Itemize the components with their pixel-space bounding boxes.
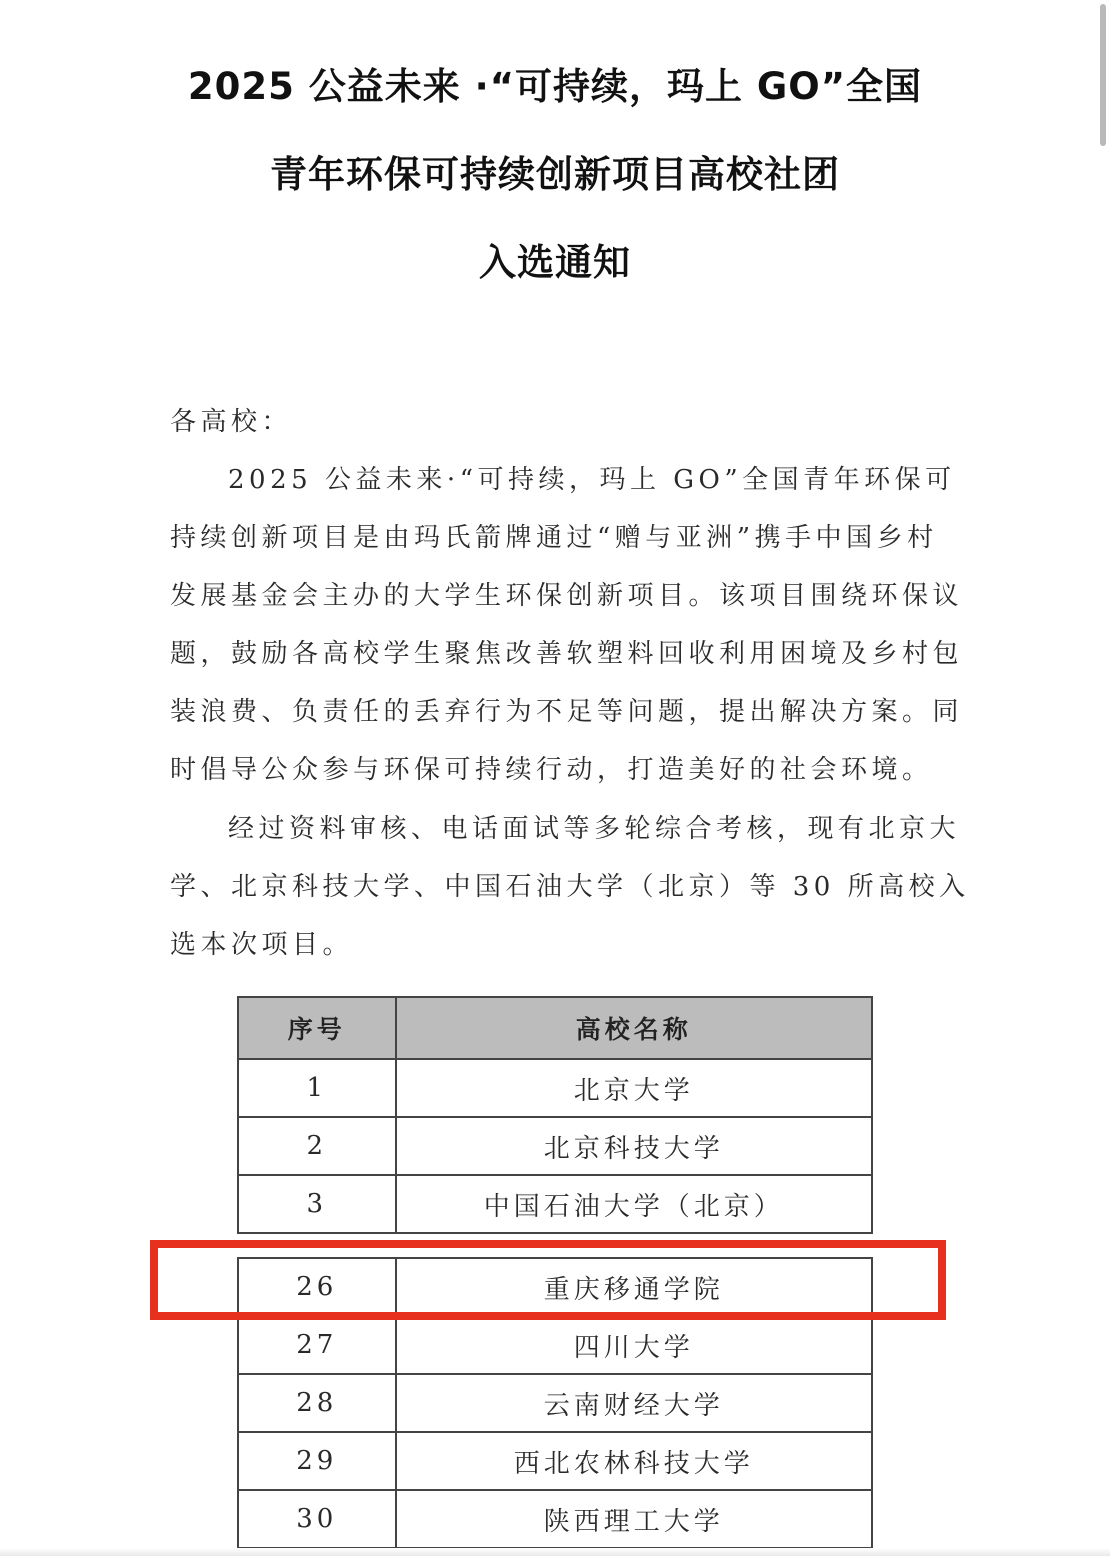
row-school-name: 四川大学 bbox=[396, 1316, 872, 1374]
bottom-edge-shadow bbox=[0, 1548, 1110, 1556]
paragraph-2-line-2: 学、北京科技大学、中国石油大学（北京）等 30 所高校入 bbox=[170, 872, 970, 902]
paragraph-1-line-1: 2025 公益未来·“可持续，玛上 GO”全国青年环保可 bbox=[228, 465, 956, 495]
paragraph-1-line-5: 装浪费、负责任的丢弃行为不足等问题，提出解决方案。同 bbox=[170, 697, 964, 727]
paragraph-2-line-1: 经过资料审核、电话面试等多轮综合考核，现有北京大 bbox=[228, 814, 961, 844]
table-row bbox=[238, 1258, 872, 1316]
table-header-row bbox=[238, 997, 872, 1059]
school-table-bottom bbox=[237, 1257, 873, 1549]
table-row bbox=[238, 1059, 872, 1117]
header-school-name: 高校名称 bbox=[396, 997, 872, 1059]
paragraph-2-line-3: 选本次项目。 bbox=[170, 930, 354, 960]
document-title-line-3: 入选通知 bbox=[479, 241, 631, 284]
row-number: 26 bbox=[238, 1258, 396, 1316]
table-row bbox=[238, 1175, 872, 1233]
school-table-top bbox=[237, 996, 873, 1234]
row-number: 30 bbox=[238, 1490, 396, 1548]
table-row bbox=[238, 1374, 872, 1432]
document-title-line-2: 青年环保可持续创新项目高校社团 bbox=[270, 153, 840, 196]
table-row bbox=[238, 1316, 872, 1374]
salutation: 各高校： bbox=[170, 407, 293, 437]
row-school-name: 中国石油大学（北京） bbox=[396, 1175, 872, 1233]
table-row bbox=[238, 1432, 872, 1490]
row-number: 3 bbox=[238, 1175, 396, 1233]
row-number: 28 bbox=[238, 1374, 396, 1432]
paragraph-1-line-4: 题，鼓励各高校学生聚焦改善软塑料回收利用困境及乡村包 bbox=[170, 639, 964, 669]
document-title-line-1: 2025 公益未来 ·“可持续，玛上 GO”全国 bbox=[187, 65, 923, 108]
row-number: 2 bbox=[238, 1117, 396, 1175]
vertical-scrollbar[interactable] bbox=[1096, 0, 1110, 1556]
row-school-name: 北京科技大学 bbox=[396, 1117, 872, 1175]
row-school-name: 北京大学 bbox=[396, 1059, 872, 1117]
row-number: 29 bbox=[238, 1432, 396, 1490]
row-number: 27 bbox=[238, 1316, 396, 1374]
paragraph-1-line-3: 发展基金会主办的大学生环保创新项目。该项目围绕环保议 bbox=[170, 581, 964, 611]
header-number: 序号 bbox=[238, 997, 396, 1059]
row-school-name: 云南财经大学 bbox=[396, 1374, 872, 1432]
row-school-name: 陕西理工大学 bbox=[396, 1490, 872, 1548]
table-row bbox=[238, 1117, 872, 1175]
row-number: 1 bbox=[238, 1059, 396, 1117]
row-school-name: 西北农林科技大学 bbox=[396, 1432, 872, 1490]
scrollbar-thumb[interactable] bbox=[1100, 4, 1106, 146]
paragraph-1-line-2: 持续创新项目是由玛氏箭牌通过“赠与亚洲”携手中国乡村 bbox=[170, 523, 938, 553]
paragraph-1-line-6: 时倡导公众参与环保可持续行动，打造美好的社会环境。 bbox=[170, 755, 933, 785]
table-row bbox=[238, 1490, 872, 1548]
row-school-name: 重庆移通学院 bbox=[396, 1258, 872, 1316]
